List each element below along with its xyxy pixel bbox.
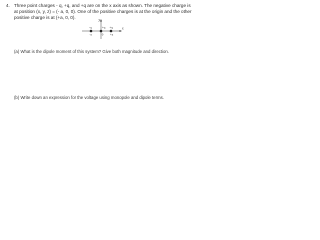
charge-label-pos-q-origin: +q bbox=[102, 25, 106, 30]
charge-label-neg-q: -q bbox=[89, 25, 92, 30]
question-part-b: (b) Write down an expression for the voltage using monopole and dipole terms. bbox=[14, 95, 164, 100]
problem-page bbox=[0, 0, 200, 123]
position-label-neg-a: -a bbox=[89, 32, 92, 37]
x-axis-label: x bbox=[122, 26, 124, 31]
problem-number: 4. bbox=[6, 3, 10, 8]
charge-diagram bbox=[76, 17, 126, 45]
problem-statement: Three point charges - q, +q, and +q are on the x axis as shown. The negative charge is at position (x, y, z) = (- a, 0, 0). One of the positive charges is at the origin and the other positive charge is at (+a, 0, 0). bbox=[14, 3, 192, 20]
question-part-a: (a) What is the dipole moment of this system? Give both magnitude and direction. bbox=[14, 49, 170, 54]
y-axis-arrow-icon bbox=[100, 19, 102, 22]
position-label-pos-a: +a bbox=[110, 32, 114, 37]
position-label-origin: 0 bbox=[101, 32, 104, 37]
charge-label-pos-q-a: +q bbox=[109, 25, 113, 30]
y-axis-label: y bbox=[98, 18, 101, 22]
charge-diagram-svg bbox=[76, 17, 126, 45]
